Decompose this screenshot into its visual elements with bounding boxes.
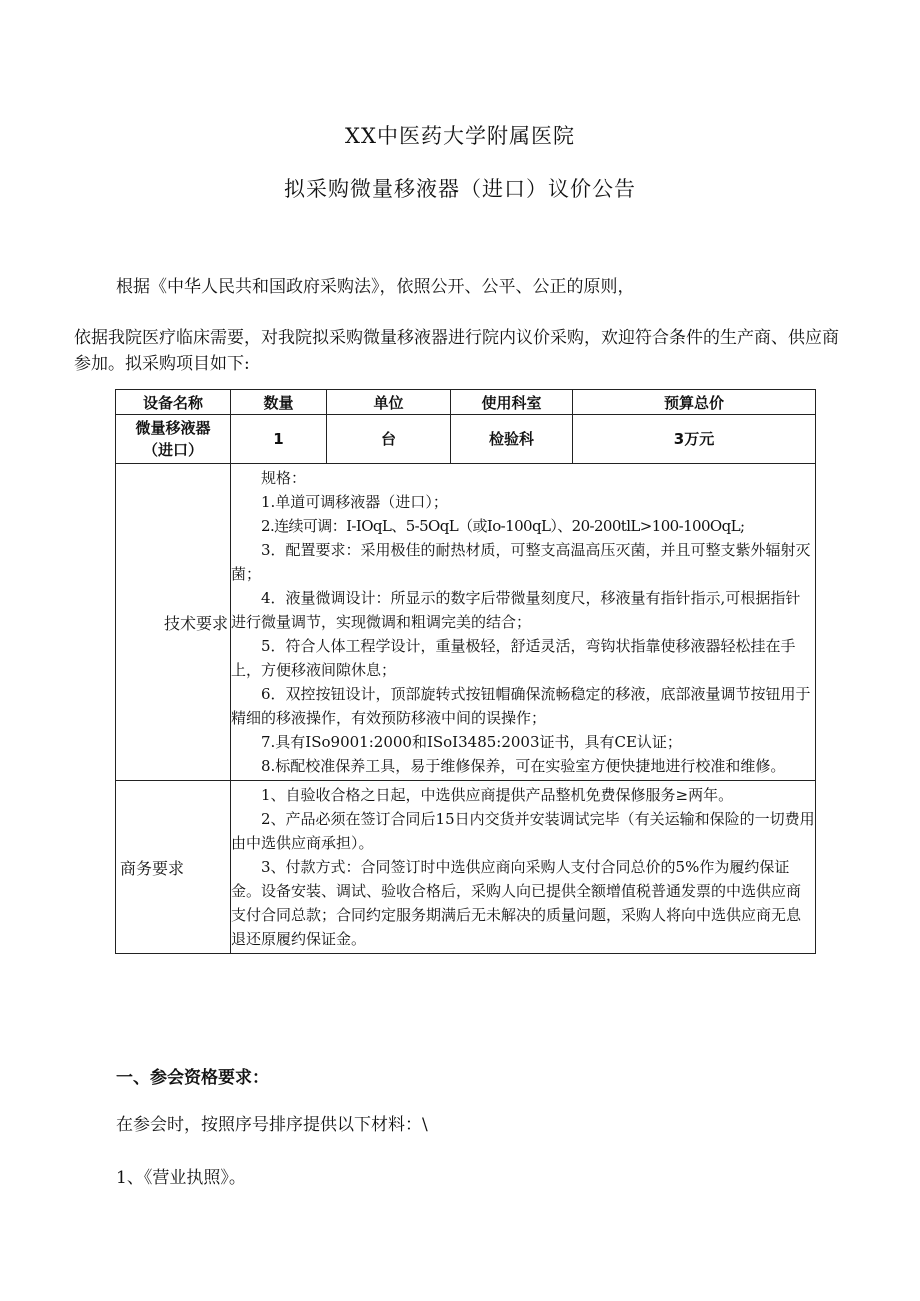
biz-item: 3、付款方式：合同签订时中选供应商向采购人支付合同总价的5%作为履约保证金。设备安装、调试、验收合格后，采购人向已提供全额增值税普通发票的中选供应商支付合同总款；合同约定服务期满后无未解决的质量问题，采购人将向中选供应商无息退还原履约保证金。 bbox=[231, 858, 802, 948]
section-item: 1、《营业执照》。 bbox=[116, 1168, 246, 1188]
cell-device-name: 微量移液器（进口） bbox=[116, 415, 231, 464]
biz-item: 2、产品必须在签订合同后15日内交货并安装调试完毕（有关运输和保险的一切费用由中选供应商承担）。 bbox=[231, 810, 815, 852]
document-title: XX中医药大学附属医院 bbox=[345, 124, 575, 148]
tech-item: 2.连续可调：I-IOqL、5-5OqL（或Io-100qL）、20-200tlL>100-100OqL; bbox=[261, 517, 745, 535]
section-heading: 一、参会资格要求： bbox=[116, 1068, 269, 1088]
tech-item: 规格： bbox=[261, 469, 307, 487]
header-device-name: 设备名称 bbox=[116, 390, 231, 415]
document-subtitle: 拟采购微量移液器（进口）议价公告 bbox=[284, 177, 636, 201]
cell-unit: 台 bbox=[327, 415, 451, 464]
tech-item: 7.具有ISo9001:2000和ISoI3485:2003证书，具有CE认证； bbox=[261, 733, 682, 751]
tech-item: 3．配置要求：采用极佳的耐热材质，可整支高温高压灭菌，并且可整支紫外辐射灭菌； bbox=[231, 541, 811, 583]
header-budget: 预算总价 bbox=[573, 390, 816, 415]
cell-department: 检验科 bbox=[451, 415, 573, 464]
section-intro: 在参会时，按照序号排序提供以下材料：\ bbox=[116, 1115, 428, 1135]
tech-requirements-content bbox=[231, 464, 816, 781]
header-department: 使用科室 bbox=[451, 390, 573, 415]
biz-item: 1、自验收合格之日起，中选供应商提供产品整机免费保修服务≥两年。 bbox=[261, 786, 734, 804]
business-requirements-content bbox=[231, 781, 816, 954]
tech-item: 4．液量微调设计：所显示的数字后带微量刻度尺，移液量有指针指示,可根据指针进行微量调节，实现微调和粗调完美的结合； bbox=[231, 589, 801, 631]
table-row bbox=[116, 415, 816, 464]
procurement-table bbox=[115, 389, 816, 954]
cell-quantity: 1 bbox=[231, 415, 327, 464]
tech-requirements-label: 技术要求 bbox=[116, 464, 231, 781]
header-unit: 单位 bbox=[327, 390, 451, 415]
cell-budget: 3万元 bbox=[573, 415, 816, 464]
business-requirements-label: 商务要求 bbox=[116, 781, 231, 954]
tech-item: 6．双控按钮设计，顶部旋转式按钮帽确保流畅稳定的移液，底部液量调节按钮用于精细的移液操作，有效预防移液中间的误操作； bbox=[231, 685, 811, 727]
intro-paragraph-2: 依据我院医疗临床需要，对我院拟采购微量移液器进行院内议价采购，欢迎符合条件的生产商、供应商参加。拟采购项目如下: bbox=[74, 328, 839, 374]
table-header-row bbox=[116, 390, 816, 415]
intro-paragraph-1: 根据《中华人民共和国政府采购法》，依照公开、公平、公正的原则， bbox=[116, 277, 635, 297]
tech-requirements-row bbox=[116, 464, 816, 781]
tech-item: 8.标配校准保养工具，易于维修保养，可在实验室方便快捷地进行校准和维修。 bbox=[261, 757, 786, 775]
business-requirements-row bbox=[116, 781, 816, 954]
tech-item: 5．符合人体工程学设计，重量极轻，舒适灵活，弯钩状指靠使移液器轻松挂在手上，方便移液间隙休息； bbox=[231, 637, 796, 679]
tech-item: 1.单道可调移液器（进口）； bbox=[261, 493, 448, 511]
header-quantity: 数量 bbox=[231, 390, 327, 415]
